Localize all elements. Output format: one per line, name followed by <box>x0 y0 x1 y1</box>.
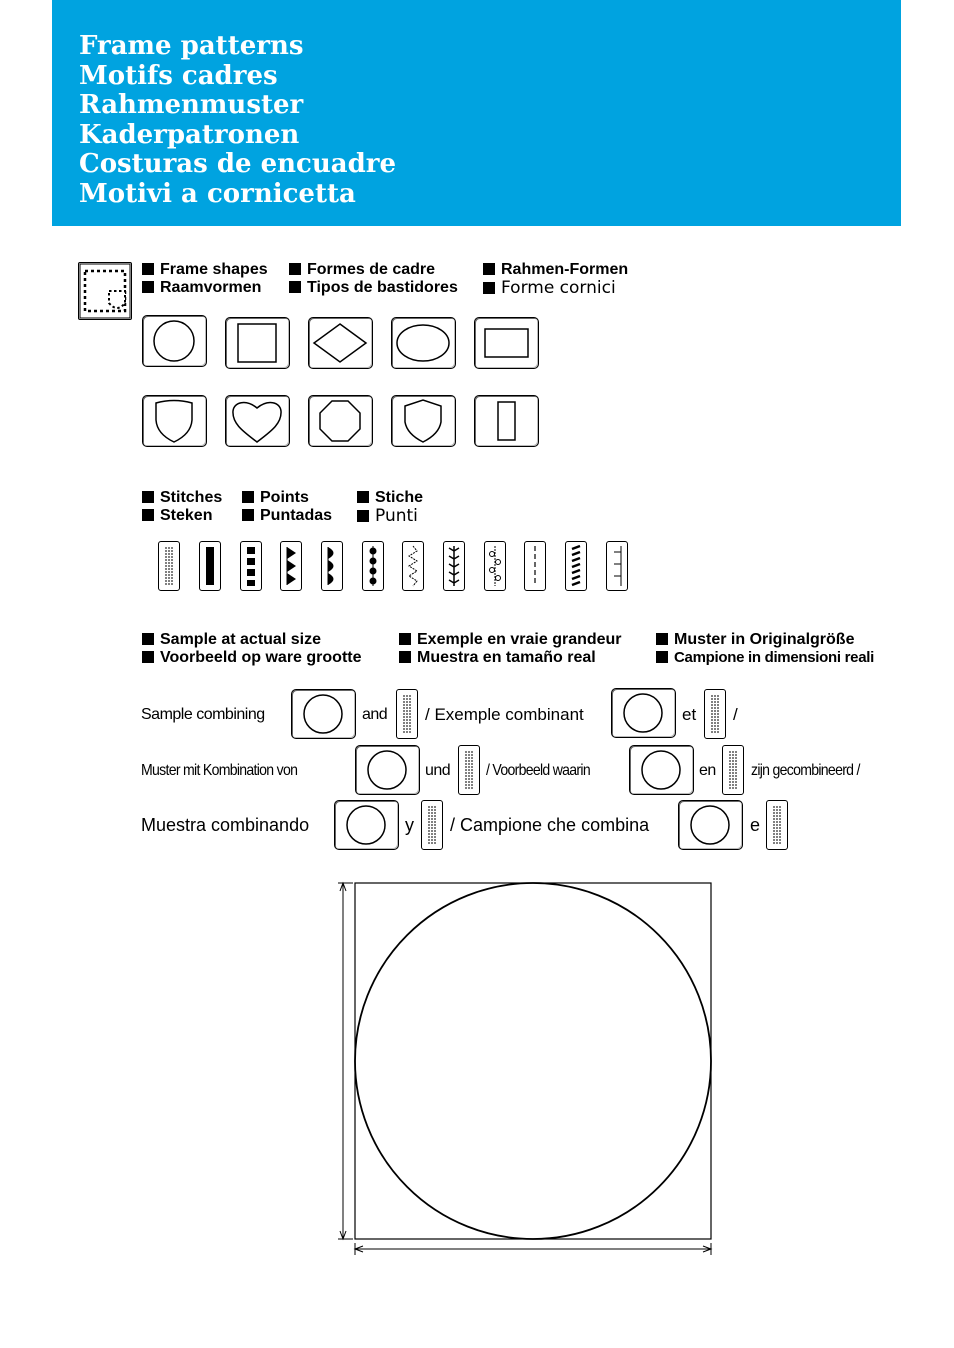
stitch-rope-button[interactable] <box>565 541 587 591</box>
stitch-dashed-satin-button[interactable] <box>240 541 262 591</box>
title-es: Costuras de encuadre <box>79 149 397 180</box>
line1-circle-button <box>291 689 356 739</box>
frame-mode-icon <box>78 262 132 320</box>
stitch-beads-button[interactable] <box>362 541 384 591</box>
frame-square-button[interactable] <box>225 317 290 369</box>
stitch-vine-button[interactable] <box>484 541 506 591</box>
stitch-running-button[interactable] <box>524 541 546 591</box>
line1-text-e: / <box>733 705 738 724</box>
frame-heart-button[interactable] <box>225 395 290 447</box>
title-de: Rahmenmuster <box>79 90 304 121</box>
label-sample-nl: Voorbeeld op ware grootte <box>142 649 362 667</box>
title-banner <box>52 0 901 226</box>
line2-text-b: und <box>425 762 451 779</box>
line3-text-c: / Campione che combina <box>450 815 650 835</box>
label-sample-it: Campione in dimensioni reali <box>656 649 874 667</box>
frame-diamond-button[interactable] <box>308 317 373 369</box>
label-sample-fr: Exemple en vraie grandeur <box>399 631 622 649</box>
line1-stitch-button-2 <box>704 689 726 739</box>
stitch-triple-straight-button[interactable] <box>158 541 180 591</box>
line2-text-d: en <box>699 762 716 779</box>
label-frame-shapes-es: Tipos de bastidores <box>289 279 458 297</box>
stitch-satin-bar-button[interactable] <box>199 541 221 591</box>
label-frame-shapes-en: Frame shapes <box>142 261 268 279</box>
frame-circle-button[interactable] <box>142 315 207 367</box>
stitch-scallop-button[interactable] <box>321 541 343 591</box>
label-sample-en: Sample at actual size <box>142 631 321 649</box>
label-stitches-es: Puntadas <box>242 507 332 525</box>
label-stitches-de: Stiche <box>357 489 423 507</box>
stitch-triangle-button[interactable] <box>280 541 302 591</box>
label-sample-de: Muster in Originalgröße <box>656 631 854 649</box>
sample-square-frame <box>355 883 711 1239</box>
label-stitches-fr: Points <box>242 489 309 507</box>
frame-rectangle-button[interactable] <box>474 317 539 369</box>
title-en: Frame patterns <box>79 31 304 61</box>
label-sample-es: Muestra en tamaño real <box>399 649 596 667</box>
line1-text-d: et <box>682 705 697 724</box>
label-stitches-en: Stitches <box>142 489 222 507</box>
frame-octagon-button[interactable] <box>308 395 373 447</box>
label-frame-shapes-de: Rahmen-Formen <box>483 261 628 279</box>
sample-circle-frame <box>355 883 711 1239</box>
line2-stitch-button-2 <box>722 745 744 795</box>
line2-circle-button-2 <box>629 745 694 795</box>
line3-stitch-button-2 <box>766 800 788 850</box>
label-frame-shapes-it: Forme cornici <box>483 278 616 297</box>
line2-text-c: / Voorbeeld waarin <box>486 762 590 779</box>
label-frame-shapes-nl: Raamvormen <box>142 279 261 297</box>
line3-text-b: y <box>405 815 414 835</box>
line3-circle-button-2 <box>678 800 743 850</box>
line2-stitch-button <box>458 745 480 795</box>
title-nl: Kaderpatronen <box>79 119 300 150</box>
label-stitches-it: Punti <box>357 506 418 525</box>
line2-circle-button <box>355 745 420 795</box>
actual-size-sample-figure <box>330 875 730 1260</box>
stitch-zigzag-button[interactable] <box>402 541 424 591</box>
label-frame-shapes-fr: Formes de cadre <box>289 261 435 279</box>
frame-shield-button[interactable] <box>142 395 207 447</box>
frame-oval-button[interactable] <box>391 317 456 369</box>
line2-text-e: zijn gecombineerd / <box>751 762 860 779</box>
line2-text-a: Muster mit Kombination von <box>141 762 298 779</box>
title-it: Motivi a cornicetta <box>79 178 356 209</box>
horizontal-dimension-arrow <box>355 1243 711 1255</box>
frame-crest-button[interactable] <box>391 395 456 447</box>
stitch-blanket-button[interactable] <box>606 541 628 591</box>
line1-stitch-button <box>396 689 418 739</box>
stitch-feather-button[interactable] <box>443 541 465 591</box>
line3-text-d: e <box>750 815 761 835</box>
line3-text-a: Muestra combinando <box>141 815 310 835</box>
line1-text-b: and <box>362 706 388 723</box>
line3-stitch-button <box>421 800 443 850</box>
label-stitches-nl: Steken <box>142 507 212 525</box>
line1-circle-button-2 <box>611 688 676 738</box>
line3-circle-button <box>334 800 399 850</box>
title-list <box>79 32 396 210</box>
title-fr: Motifs cadres <box>79 60 278 91</box>
vertical-dimension-arrow <box>338 883 353 1239</box>
frame-tall-rectangle-button[interactable] <box>474 395 539 447</box>
line1-text-a: Sample combining <box>141 706 265 723</box>
line1-text-c: / Exemple combinant <box>425 705 584 724</box>
